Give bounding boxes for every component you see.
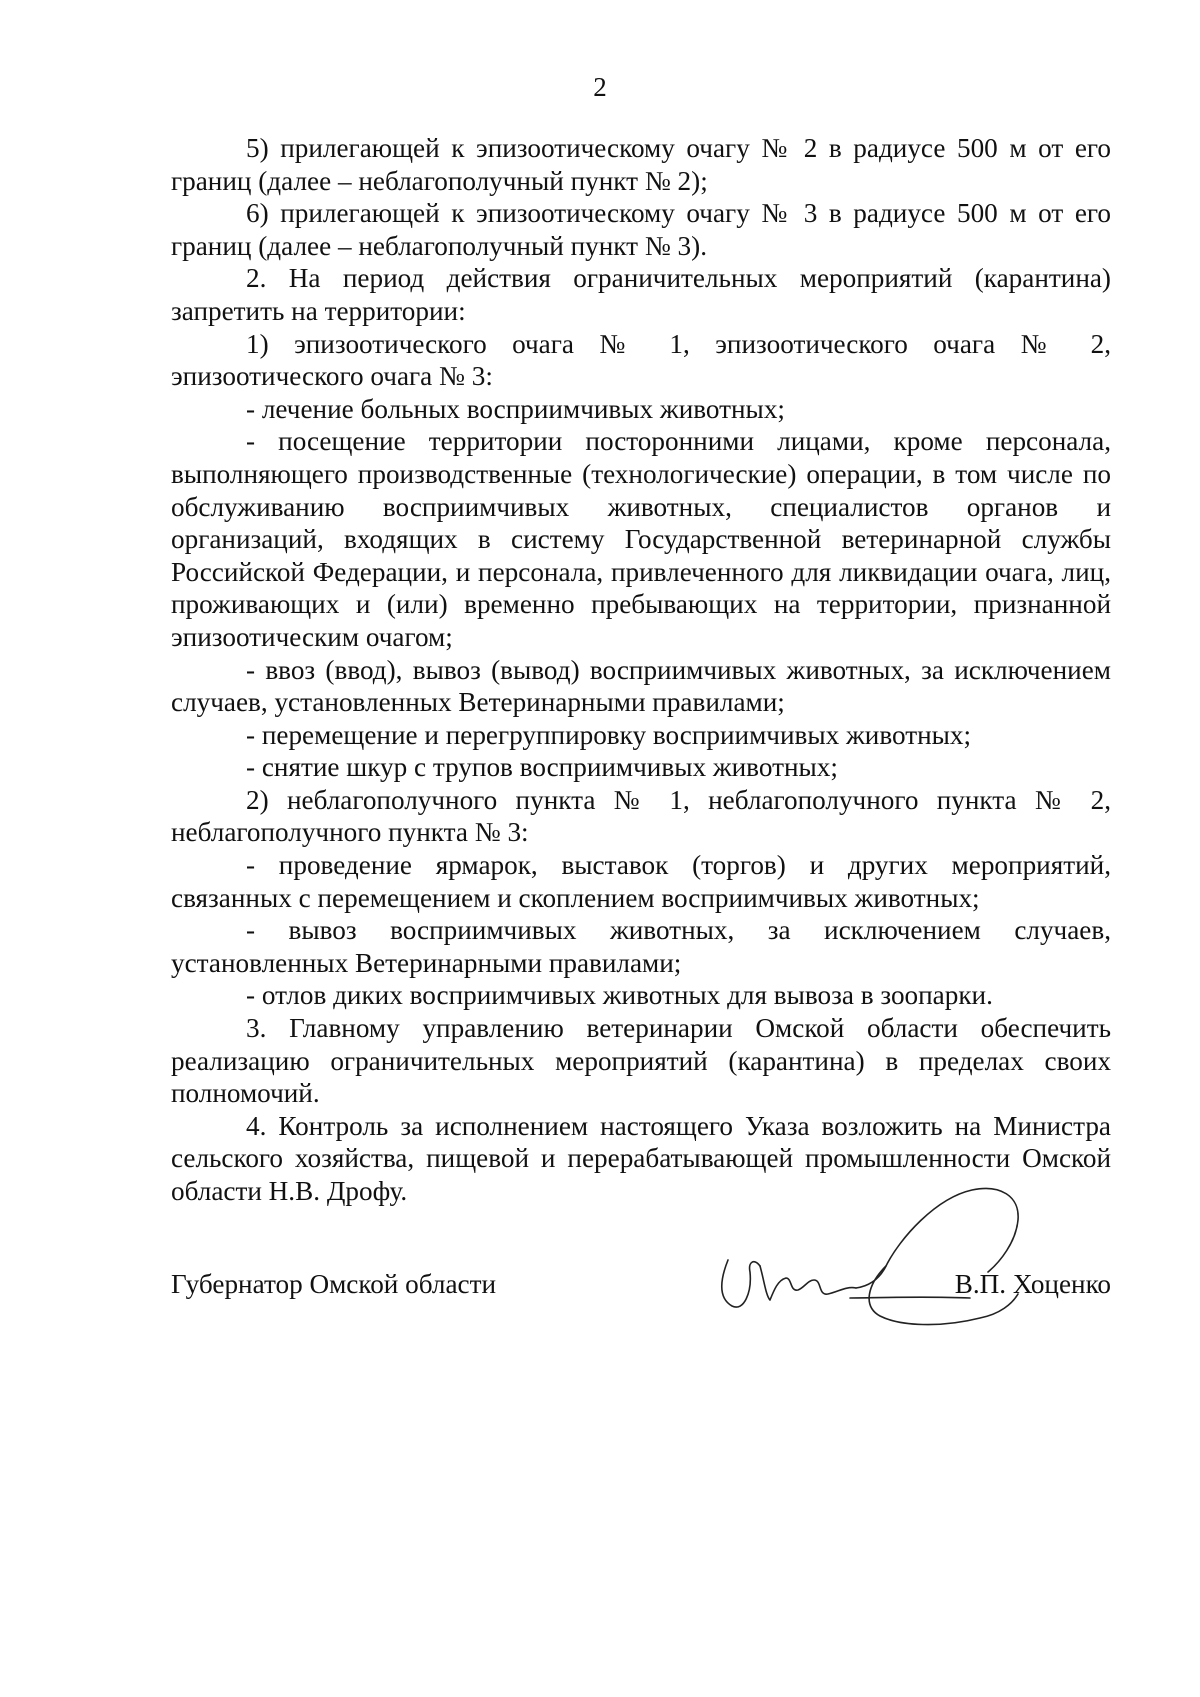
paragraph: 3. Главному управлению ветеринарии Омской области обеспечить реализацию ограничительных мероприятий (карантина) в пределах своих полномочий. [171, 1013, 1111, 1109]
paragraph: - ввоз (ввод), вывоз (вывод) восприимчивых животных, за исключением случаев, установленных Ветеринарными правилами; [171, 654, 1111, 718]
paragraph: - отлов диких восприимчивых животных для вывоза в зоопарки. [246, 980, 993, 1011]
paragraph: - снятие шкур с трупов восприимчивых животных; [246, 752, 838, 783]
handwritten-signature [700, 1168, 1080, 1338]
paragraph: 2. На период действия ограничительных мероприятий (карантина) запретить на территории: [171, 263, 1111, 326]
document-body [171, 132, 1111, 1208]
page-number: 2 [593, 72, 607, 102]
paragraph: - проведение ярмарок, выставок (торгов) и других мероприятий, связанных с перемещением и скоплением восприимчивых животных; [171, 850, 1111, 913]
paragraph: - лечение больных восприимчивых животных; [246, 393, 785, 424]
paragraph: - вывоз восприимчивых животных, за исключением случаев, установленных Ветеринарными правилами; [171, 915, 1111, 978]
signature-block [171, 1268, 1111, 1308]
signatory-title: Губернатор Омской области [171, 1269, 497, 1299]
paragraph: - перемещение и перегруппировку восприимчивых животных; [246, 719, 972, 750]
paragraph: 5) прилегающей к эпизоотическому очагу № 2 в радиусе 500 м от его границ (далее – неблагополучный пункт № 2); [171, 133, 1111, 196]
paragraph: 6) прилегающей к эпизоотическому очагу № 3 в радиусе 500 м от его границ (далее – неблагополучный пункт № 3). [171, 198, 1111, 261]
signatory-name: В.П. Хоценко [954, 1269, 1111, 1299]
paragraph: 4. Контроль за исполнением настоящего Указа возложить на Министра сельского хозяйства, пищевой и перерабатывающей промышленности Омской области Н.В. Дрофу. [171, 1110, 1111, 1206]
paragraph: 2) неблагополучного пункта № 1, неблагополучного пункта № 2, неблагополучного пункта № 3: [171, 784, 1111, 848]
paragraph: 1) эпизоотического очага № 1, эпизоотического очага № 2, эпизоотического очага № 3: [171, 328, 1111, 392]
paragraph: - посещение территории посторонними лицами, кроме персонала, выполняющего производственные (технологические) операции, в том числе по обслуживанию восприимчивых животных, специалистов органов и организаций, входящих в систему Государственной ветеринарной службы Российской Федерации, и персонала, привлеченного для ликвидации очага, лиц, проживающих и (или) временно пребывающих на территории, признанной эпизоотическим очагом; [171, 426, 1111, 652]
